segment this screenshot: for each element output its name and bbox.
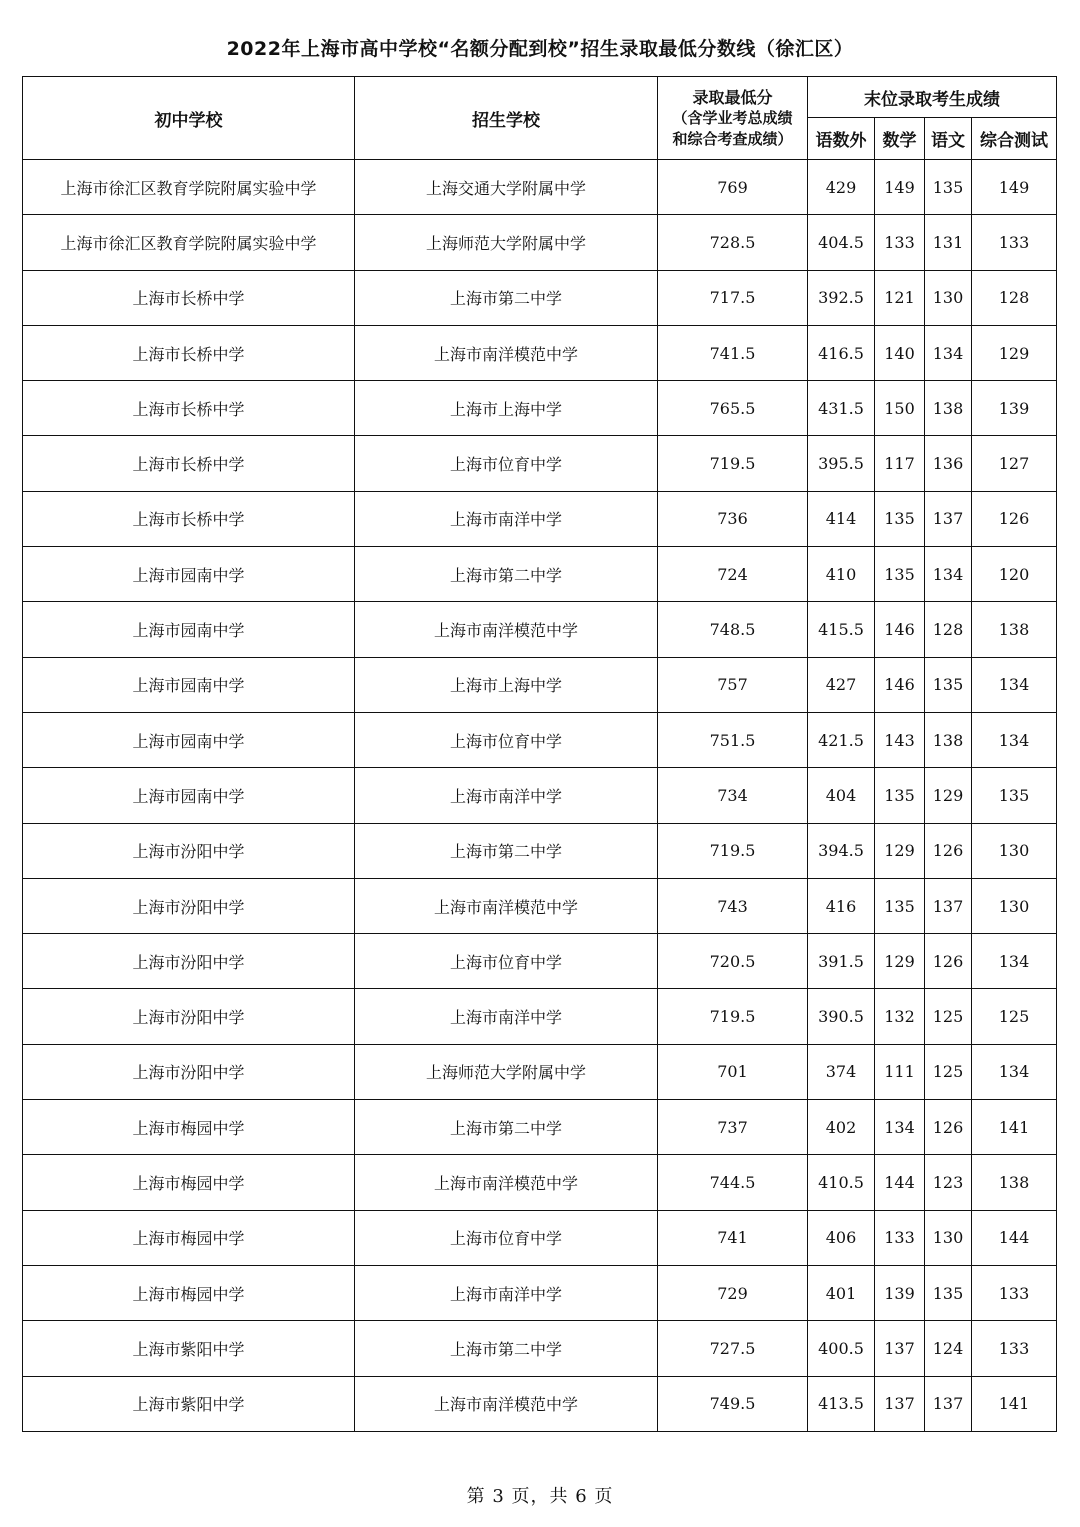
header-min-score-note-1: （含学业考总成绩	[672, 108, 793, 127]
cell-chinese-score: 138	[925, 712, 972, 767]
cell-ysw-score: 416	[808, 878, 875, 933]
cell-comprehensive-score: 135	[972, 768, 1057, 823]
cell-math-score: 111	[875, 1044, 925, 1099]
header-math: 数学	[875, 118, 925, 160]
cell-math-score: 135	[875, 768, 925, 823]
cell-junior-school: 上海市紫阳中学	[23, 1321, 355, 1376]
cell-min-score: 737	[658, 1100, 808, 1155]
cell-chinese-score: 126	[925, 934, 972, 989]
cell-enroll-school: 上海市第二中学	[355, 270, 658, 325]
cell-math-score: 137	[875, 1321, 925, 1376]
cell-enroll-school: 上海市南洋中学	[355, 491, 658, 546]
cell-comprehensive-score: 133	[972, 1321, 1057, 1376]
cell-enroll-school: 上海市南洋模范中学	[355, 325, 658, 380]
header-min-score-main: 录取最低分	[692, 87, 773, 107]
cell-ysw-score: 410	[808, 547, 875, 602]
cell-enroll-school: 上海市南洋模范中学	[355, 602, 658, 657]
cell-chinese-score: 125	[925, 989, 972, 1044]
admission-score-table	[22, 76, 1057, 1432]
table-row	[23, 934, 1057, 989]
cell-chinese-score: 137	[925, 878, 972, 933]
cell-min-score: 748.5	[658, 602, 808, 657]
cell-comprehensive-score: 134	[972, 934, 1057, 989]
cell-enroll-school: 上海交通大学附属中学	[355, 160, 658, 215]
cell-min-score: 743	[658, 878, 808, 933]
cell-junior-school: 上海市长桥中学	[23, 270, 355, 325]
cell-enroll-school: 上海市南洋中学	[355, 989, 658, 1044]
cell-ysw-score: 410.5	[808, 1155, 875, 1210]
table-row	[23, 491, 1057, 546]
cell-junior-school: 上海市长桥中学	[23, 436, 355, 491]
cell-math-score: 129	[875, 823, 925, 878]
cell-min-score: 751.5	[658, 712, 808, 767]
cell-min-score: 727.5	[658, 1321, 808, 1376]
cell-junior-school: 上海市汾阳中学	[23, 1044, 355, 1099]
table-row	[23, 768, 1057, 823]
cell-min-score: 736	[658, 491, 808, 546]
cell-ysw-score: 406	[808, 1210, 875, 1265]
cell-ysw-score: 391.5	[808, 934, 875, 989]
cell-junior-school: 上海市汾阳中学	[23, 878, 355, 933]
cell-math-score: 146	[875, 602, 925, 657]
cell-chinese-score: 126	[925, 1100, 972, 1155]
cell-chinese-score: 129	[925, 768, 972, 823]
cell-comprehensive-score: 138	[972, 1155, 1057, 1210]
cell-min-score: 734	[658, 768, 808, 823]
cell-ysw-score: 392.5	[808, 270, 875, 325]
cell-comprehensive-score: 134	[972, 1044, 1057, 1099]
cell-min-score: 757	[658, 657, 808, 712]
header-min-score-note-2: 和综合考查成绩）	[672, 129, 793, 148]
cell-comprehensive-score: 144	[972, 1210, 1057, 1265]
table-row	[23, 270, 1057, 325]
cell-comprehensive-score: 127	[972, 436, 1057, 491]
cell-min-score: 719.5	[658, 823, 808, 878]
cell-enroll-school: 上海师范大学附属中学	[355, 215, 658, 270]
table-row	[23, 1210, 1057, 1265]
table-row	[23, 547, 1057, 602]
cell-chinese-score: 123	[925, 1155, 972, 1210]
cell-enroll-school: 上海市南洋模范中学	[355, 1155, 658, 1210]
cell-chinese-score: 136	[925, 436, 972, 491]
cell-comprehensive-score: 128	[972, 270, 1057, 325]
cell-math-score: 133	[875, 1210, 925, 1265]
cell-enroll-school: 上海市南洋中学	[355, 768, 658, 823]
cell-ysw-score: 421.5	[808, 712, 875, 767]
cell-enroll-school: 上海市南洋模范中学	[355, 1376, 658, 1431]
cell-chinese-score: 125	[925, 1044, 972, 1099]
cell-chinese-score: 137	[925, 491, 972, 546]
cell-ysw-score: 390.5	[808, 989, 875, 1044]
header-junior-school: 初中学校	[23, 77, 355, 160]
cell-junior-school: 上海市梅园中学	[23, 1265, 355, 1320]
cell-math-score: 133	[875, 215, 925, 270]
cell-math-score: 140	[875, 325, 925, 380]
cell-enroll-school: 上海市第二中学	[355, 1321, 658, 1376]
cell-chinese-score: 138	[925, 381, 972, 436]
cell-enroll-school: 上海市第二中学	[355, 1100, 658, 1155]
cell-math-score: 150	[875, 381, 925, 436]
cell-comprehensive-score: 130	[972, 878, 1057, 933]
cell-min-score: 729	[658, 1265, 808, 1320]
cell-enroll-school: 上海市位育中学	[355, 934, 658, 989]
table-row	[23, 712, 1057, 767]
table-row	[23, 989, 1057, 1044]
header-comprehensive: 综合测试	[972, 118, 1057, 160]
cell-comprehensive-score: 130	[972, 823, 1057, 878]
page-number: 第 3 页，共 6 页	[466, 1486, 614, 1507]
cell-chinese-score: 130	[925, 1210, 972, 1265]
cell-math-score: 135	[875, 491, 925, 546]
cell-math-score: 135	[875, 547, 925, 602]
table-row	[23, 325, 1057, 380]
cell-comprehensive-score: 149	[972, 160, 1057, 215]
cell-comprehensive-score: 129	[972, 325, 1057, 380]
cell-junior-school: 上海市徐汇区教育学院附属实验中学	[23, 160, 355, 215]
table-row	[23, 878, 1057, 933]
table-row	[23, 1100, 1057, 1155]
cell-math-score: 146	[875, 657, 925, 712]
header-min-score	[658, 77, 808, 160]
cell-comprehensive-score: 141	[972, 1376, 1057, 1431]
cell-enroll-school: 上海市位育中学	[355, 1210, 658, 1265]
header-enroll-school: 招生学校	[355, 77, 658, 160]
cell-comprehensive-score: 134	[972, 712, 1057, 767]
cell-chinese-score: 134	[925, 325, 972, 380]
cell-chinese-score: 128	[925, 602, 972, 657]
cell-min-score: 724	[658, 547, 808, 602]
cell-min-score: 720.5	[658, 934, 808, 989]
table-header	[23, 77, 1057, 160]
cell-min-score: 741.5	[658, 325, 808, 380]
cell-comprehensive-score: 133	[972, 215, 1057, 270]
cell-chinese-score: 135	[925, 657, 972, 712]
cell-comprehensive-score: 126	[972, 491, 1057, 546]
cell-math-score: 137	[875, 1376, 925, 1431]
cell-ysw-score: 415.5	[808, 602, 875, 657]
cell-junior-school: 上海市园南中学	[23, 712, 355, 767]
cell-chinese-score: 131	[925, 215, 972, 270]
cell-ysw-score: 413.5	[808, 1376, 875, 1431]
cell-math-score: 132	[875, 989, 925, 1044]
header-chinese: 语文	[925, 118, 972, 160]
cell-ysw-score: 404.5	[808, 215, 875, 270]
cell-comprehensive-score: 134	[972, 657, 1057, 712]
cell-ysw-score: 431.5	[808, 381, 875, 436]
table-row	[23, 215, 1057, 270]
cell-comprehensive-score: 125	[972, 989, 1057, 1044]
cell-ysw-score: 427	[808, 657, 875, 712]
cell-chinese-score: 137	[925, 1376, 972, 1431]
cell-junior-school: 上海市园南中学	[23, 768, 355, 823]
cell-junior-school: 上海市园南中学	[23, 602, 355, 657]
cell-math-score: 134	[875, 1100, 925, 1155]
header-last-admitted: 末位录取考生成绩	[808, 77, 1057, 118]
cell-junior-school: 上海市梅园中学	[23, 1155, 355, 1210]
cell-min-score: 749.5	[658, 1376, 808, 1431]
cell-enroll-school: 上海市第二中学	[355, 547, 658, 602]
table-row	[23, 381, 1057, 436]
table-body	[23, 160, 1057, 1432]
cell-comprehensive-score: 141	[972, 1100, 1057, 1155]
cell-min-score: 701	[658, 1044, 808, 1099]
table-row	[23, 1321, 1057, 1376]
table-row	[23, 160, 1057, 215]
table-row	[23, 602, 1057, 657]
table-row	[23, 1044, 1057, 1099]
cell-ysw-score: 395.5	[808, 436, 875, 491]
cell-chinese-score: 135	[925, 1265, 972, 1320]
cell-chinese-score: 134	[925, 547, 972, 602]
cell-min-score: 765.5	[658, 381, 808, 436]
cell-ysw-score: 401	[808, 1265, 875, 1320]
cell-min-score: 719.5	[658, 989, 808, 1044]
cell-comprehensive-score: 133	[972, 1265, 1057, 1320]
cell-junior-school: 上海市紫阳中学	[23, 1376, 355, 1431]
cell-junior-school: 上海市汾阳中学	[23, 823, 355, 878]
cell-enroll-school: 上海市第二中学	[355, 823, 658, 878]
cell-chinese-score: 130	[925, 270, 972, 325]
cell-math-score: 143	[875, 712, 925, 767]
cell-enroll-school: 上海师范大学附属中学	[355, 1044, 658, 1099]
table-row	[23, 1155, 1057, 1210]
table-row	[23, 1265, 1057, 1320]
cell-junior-school: 上海市汾阳中学	[23, 989, 355, 1044]
cell-math-score: 144	[875, 1155, 925, 1210]
cell-enroll-school: 上海市南洋中学	[355, 1265, 658, 1320]
cell-junior-school: 上海市长桥中学	[23, 491, 355, 546]
cell-math-score: 121	[875, 270, 925, 325]
table-row	[23, 436, 1057, 491]
table-row	[23, 657, 1057, 712]
cell-comprehensive-score: 138	[972, 602, 1057, 657]
cell-junior-school: 上海市园南中学	[23, 657, 355, 712]
cell-ysw-score: 429	[808, 160, 875, 215]
cell-min-score: 719.5	[658, 436, 808, 491]
cell-enroll-school: 上海市南洋模范中学	[355, 878, 658, 933]
cell-junior-school: 上海市长桥中学	[23, 381, 355, 436]
cell-chinese-score: 135	[925, 160, 972, 215]
cell-ysw-score: 404	[808, 768, 875, 823]
header-ysw: 语数外	[808, 118, 875, 160]
document-title: 2022年上海市高中学校“名额分配到校”招生录取最低分数线（徐汇区）	[226, 38, 854, 60]
cell-min-score: 744.5	[658, 1155, 808, 1210]
cell-junior-school: 上海市梅园中学	[23, 1210, 355, 1265]
cell-min-score: 769	[658, 160, 808, 215]
cell-ysw-score: 416.5	[808, 325, 875, 380]
cell-enroll-school: 上海市上海中学	[355, 381, 658, 436]
cell-enroll-school: 上海市位育中学	[355, 712, 658, 767]
cell-ysw-score: 402	[808, 1100, 875, 1155]
cell-math-score: 117	[875, 436, 925, 491]
cell-junior-school: 上海市汾阳中学	[23, 934, 355, 989]
cell-min-score: 717.5	[658, 270, 808, 325]
cell-junior-school: 上海市梅园中学	[23, 1100, 355, 1155]
cell-ysw-score: 414	[808, 491, 875, 546]
cell-comprehensive-score: 139	[972, 381, 1057, 436]
cell-min-score: 728.5	[658, 215, 808, 270]
cell-ysw-score: 374	[808, 1044, 875, 1099]
cell-junior-school: 上海市园南中学	[23, 547, 355, 602]
cell-ysw-score: 394.5	[808, 823, 875, 878]
table-row	[23, 823, 1057, 878]
cell-comprehensive-score: 120	[972, 547, 1057, 602]
cell-ysw-score: 400.5	[808, 1321, 875, 1376]
table-row	[23, 1376, 1057, 1431]
cell-min-score: 741	[658, 1210, 808, 1265]
cell-enroll-school: 上海市位育中学	[355, 436, 658, 491]
cell-math-score: 135	[875, 878, 925, 933]
cell-junior-school: 上海市徐汇区教育学院附属实验中学	[23, 215, 355, 270]
cell-chinese-score: 126	[925, 823, 972, 878]
cell-math-score: 129	[875, 934, 925, 989]
cell-chinese-score: 124	[925, 1321, 972, 1376]
cell-math-score: 149	[875, 160, 925, 215]
cell-junior-school: 上海市长桥中学	[23, 325, 355, 380]
cell-math-score: 139	[875, 1265, 925, 1320]
cell-enroll-school: 上海市上海中学	[355, 657, 658, 712]
